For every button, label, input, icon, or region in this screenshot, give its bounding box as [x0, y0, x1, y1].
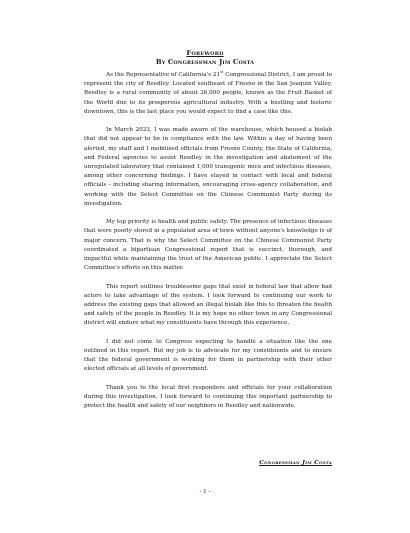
- signature: Congressman Jim Costa: [259, 459, 332, 466]
- foreword-body: [84, 71, 332, 421]
- ordinal-superscript: st: [220, 70, 224, 75]
- paragraph-5: I did not come to Congress expecting to handle a situation like the one outlined in this report. But my job is to advocate for my constituents and to ensure that the federal government is working for them in partnership with their other elected officials at all levels of government.: [84, 338, 332, 373]
- page-title: Foreword: [186, 49, 224, 57]
- page-number: - 1 -: [199, 489, 211, 495]
- paragraph-1-start: As the Representative of California's 21: [106, 72, 221, 78]
- foreword-heading: [0, 49, 410, 68]
- page-subtitle: By Congressman Jim Costa: [155, 58, 255, 67]
- paragraph-1-rest: Congressional District, I am proud to represent the city of Reedley. Located southeast of Fresno in the San Joaquin Valley, Reedley is a rural community of about 26,000 people, known as the Fruit Basket of the World due to its prosperous agricultural industry. With a bustling and historic downtown, this is the last place you would expect to find a case like this.: [84, 72, 332, 115]
- paragraph-2: In March 2023, I was made aware of the warehouse, which housed a biolab that did not appear to be in compliance with the law. Within a day of having been alerted, my staff and I mobilized officials from Fresno County, the State of California, and Federal agencies to assist Reedley in the investigation and abatement of the unregulated laboratory that contained 1,000 transgenic mice and infectious diseases, among other concerning findings. I have stayed in contact with local and federal officials – including sharing information, encouraging cross-agency collaboration, and working with the Select Committee on the Chinese Communist Party during its investigation.: [84, 127, 332, 207]
- paragraph-1: [84, 71, 332, 117]
- paragraph-6: Thank you to the local first responders and officials for your collaboration during this investigation. I look forward to continuing this important partnership to protect the health and safety of our neighbors in Reedley and nationwide.: [84, 384, 332, 410]
- paragraph-3: My top priority is health and public safety. The presence of infectious diseases that were poorly stored in a populated area of town without anyone's knowledge is of major concern. That is why the Select Committee on the Chinese Communist Party coordinated a bipartisan Congressional report that is succinct, thorough, and impactful while maintaining the trust of the American public. I appreciate the Select Committee's efforts on this matter.: [84, 219, 332, 272]
- paragraph-4: This report outlines troublesome gaps that exist in federal law that allow bad actors to take advantage of the system. I look forward to continuing our work to address the existing gaps that allowed an illegal biolab like this to threaten the health and safety of the people in Reedley. It is my hope no other town in any Congressional district will endure what my constituents have through this experience.: [84, 283, 332, 327]
